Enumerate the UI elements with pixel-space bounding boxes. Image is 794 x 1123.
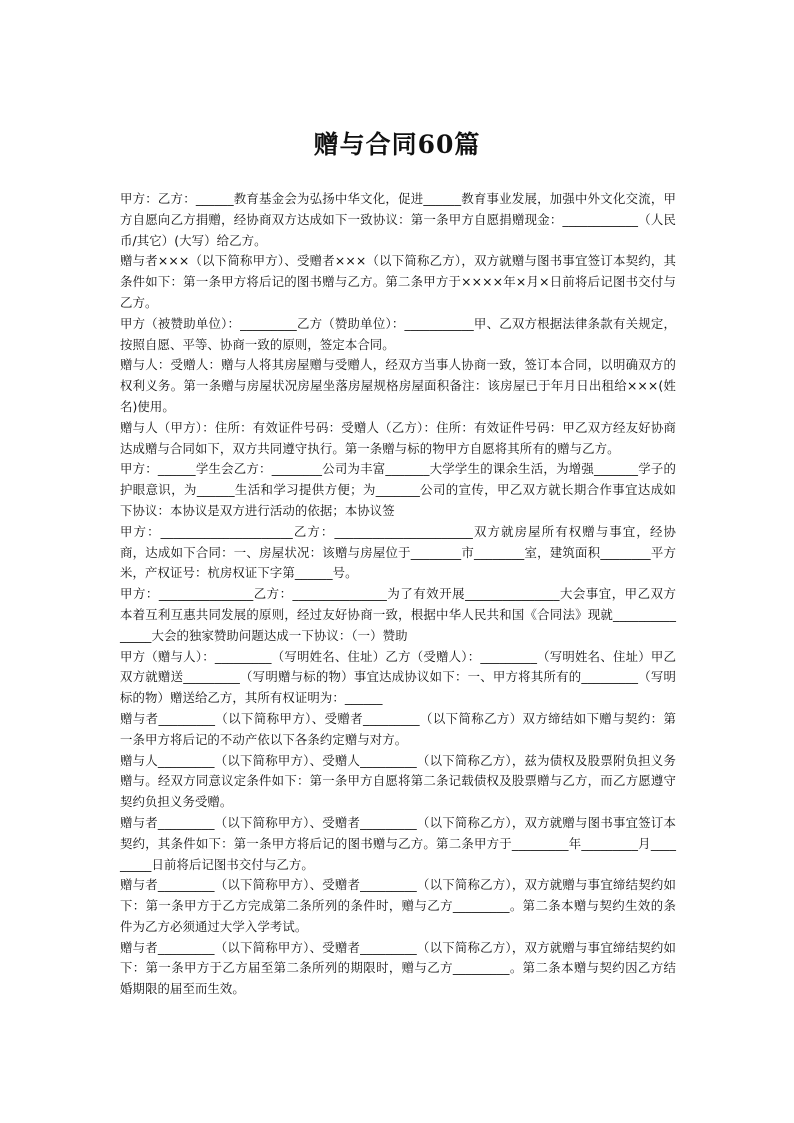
document-body	[120, 189, 676, 1000]
paragraph-3: 甲方（被赞助单位）：_________乙方（赞助单位）：___________甲、乙双方根据法律条款有关规定，按照自愿、平等、协商一致的原则，签定本合同。	[120, 315, 676, 352]
paragraph-1: 甲方：乙方：______教育基金会为弘扬中华文化，促进______教育事业发展，加强中外文化交流，甲方自愿向乙方捐赠，经协商双方达成如下一致协议：第一条甲方自愿捐赠现金：____________（人民币/其它）(大写）给乙方。	[120, 191, 676, 248]
paragraph-2: 赠与者×××（以下简称甲方）、受赠者×××（以下简称乙方），双方就赠与图书事宜签订本契约，其条件如下：第一条甲方将后记的图书赠与乙方。第二条甲方于××××年×月×日前将后记图书交付与乙方。	[120, 253, 676, 310]
paragraph-12: 赠与者_________（以下简称甲方）、受赠者_________（以下简称乙方），双方就赠与图书事宜签订本契约，其条件如下：第一条甲方将后记的图书赠与乙方。第二条甲方于_________年_________月_________日前将后记图书交付与乙方。	[120, 814, 676, 872]
paragraph-13: 赠与者_________（以下简称甲方）、受赠者_________（以下简称乙方），双方就赠与事宜缔结契约如下：第一条甲方于乙方完成第二条所列的条件时，赠与乙方_________。第二条本赠与契约生效的条件为乙方必须通过大学入学考试。	[120, 877, 676, 934]
paragraph-5: 赠与人（甲方）：住所：有效证件号码：受赠人（乙方）：住所：有效证件号码：甲乙双方经友好协商达成赠与合同如下，双方共同遵守执行。第一条赠与标的物甲方自愿将其所有的赠与乙方。	[120, 419, 676, 456]
paragraph-8: 甲方：_______________乙方：_______________为了有效开展_______________大会事宜，甲乙双方本着互利互惠共同发展的原则，经过友好协商一致，根据中华人民共和国《合同法》现就_______________大会的独家赞助问题达成一下协议：（一）赞助	[120, 586, 676, 643]
paragraph-7: 甲方：_____________________乙方：______________________双方就房屋所有权赠与事宜，经协商，达成如下合同：一、房屋状况：该赠与房屋位于________市________室，建筑面积________平方米，产权证号：杭房权证下字第______号。	[120, 523, 676, 581]
document-title: 赠与合同60篇	[313, 130, 481, 159]
paragraph-9: 甲方（赠与人）：_________（写明姓名、住址）乙方（受赠人）：_________（写明姓名、住址）甲乙双方就赠送_________（写明赠与标的物）事宜达成协议如下：一、甲方将其所有的_________（写明标的物）赠送给乙方，其所有权证明为：______	[120, 648, 676, 706]
paragraph-14: 赠与者_________（以下简称甲方）、受赠者_________（以下简称乙方），双方就赠与事宜缔结契约如下：第一条甲方于乙方届至第二条所列的期限时，赠与乙方_________。第二条本赠与契约因乙方结婚期限的届至而生效。	[120, 939, 676, 997]
paragraph-4: 赠与人：受赠人：赠与人将其房屋赠与受赠人，经双方当事人协商一致，签订本合同，以明确双方的权利义务。第一条赠与房屋状况房屋坐落房屋规格房屋面积备注：该房屋已于年月日出租给×××(姓名)使用。	[120, 357, 676, 414]
paragraph-6: 甲方：______学生会乙方：________公司为丰富_______大学学生的课余生活，为增强_______学子的护眼意识，为______生活和学习提供方便；为_______公司的宣传，甲乙双方就长期合作事宜达成如下协议：本协议是双方进行活动的依据；本协议签	[120, 461, 676, 518]
paragraph-10: 赠与者_________（以下简称甲方）、受赠者_________（以下简称乙方）双方缔结如下赠与契约：第一条甲方将后记的不动产依以下各条约定赠与对方。	[120, 710, 676, 747]
paragraph-11: 赠与人_________（以下简称甲方）、受赠人_________（以下简称乙方），兹为债权及股票附负担义务赠与。经双方同意议定条件如下：第一条甲方自愿将第二条记载债权及股票赠与乙方，而乙方愿遵守契约负担义务受赠。	[120, 752, 676, 810]
